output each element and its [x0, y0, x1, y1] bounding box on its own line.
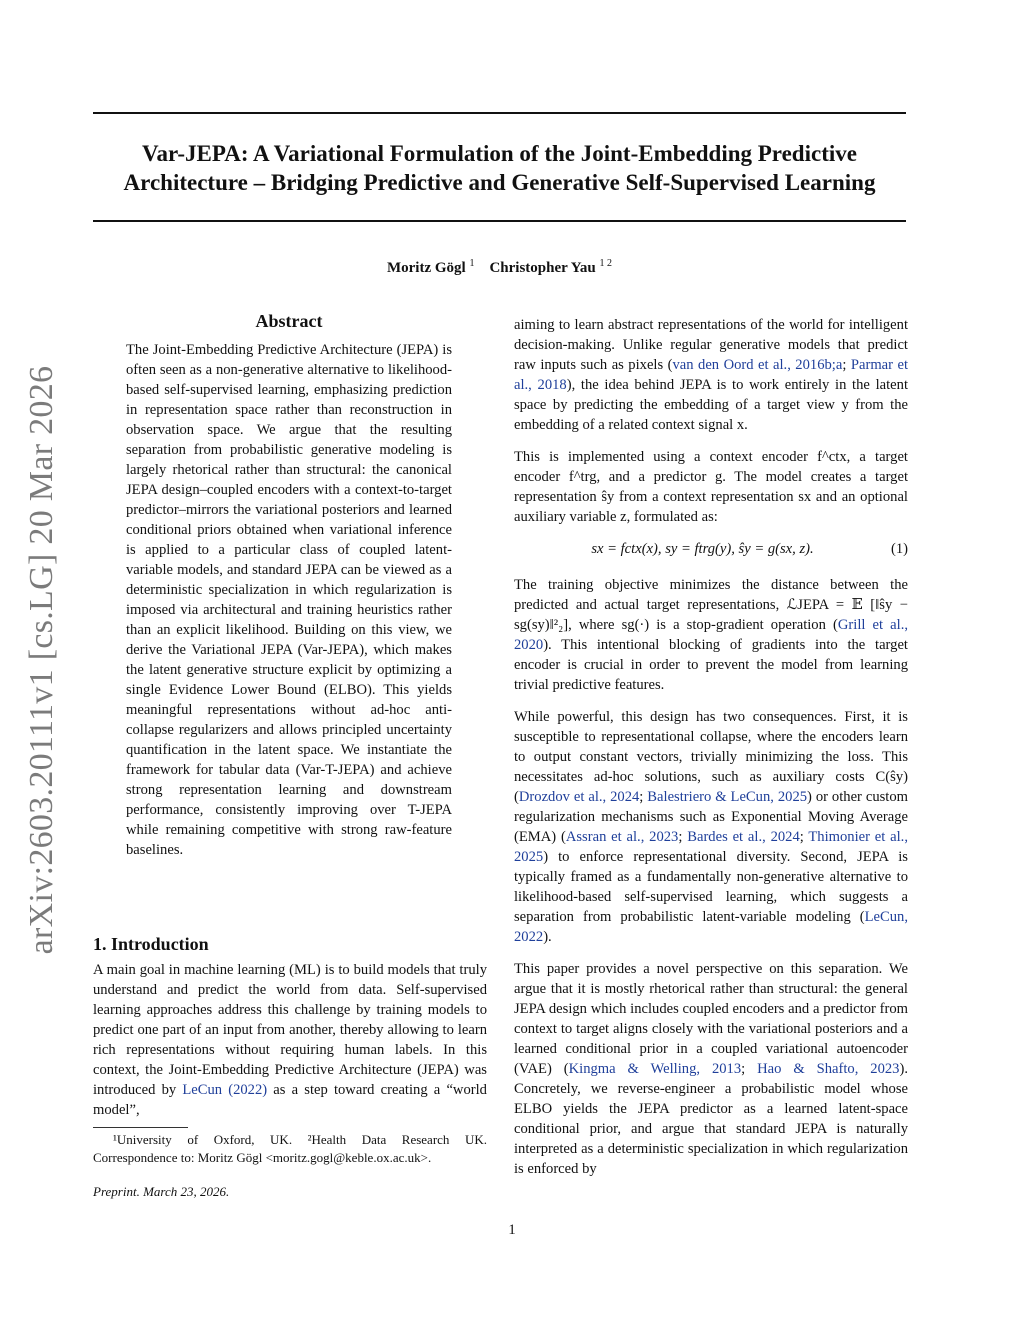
abstract-text: The Joint-Embedding Predictive Architecture (JEPA) is often seen as a non-generative alternative to likelihood-based self-supervised learning, emphasizing prediction in representation space rather than reconstruction in observation space. We argue that the resulting separation from probabilistic generative modeling is largely rhetorical rather than structural: the canonical JEPA design–coupled encoders with a context-to-target predictor–mirrors the variational posteriors and learned conditional priors obtained when variational inference is applied to a particular class of coupled latent-variable models, and standard JEPA can be viewed as a deterministic specialization in which regularization is imposed via architectural and training heuristics rather than an explicit likelihood. Building on this view, we derive the Variational JEPA (Var-JEPA), which makes the latent generative structure explicit by optimizing a single Evidence Lower Bound (ELBO). This yields meaningful representations without ad-hoc anti-collapse regularizers and allows principled uncertainty quantification in the latent space. We instantiate the framework for tabular data (Var-T-JEPA) and achieve strong representation learning and downstream performance, consistently improving over T-JEPA while remaining competitive with strong raw-feature baselines.: [126, 342, 452, 858]
p1-text-a: aiming to learn abstract representations of the world for intelligent decision-making. Unlike regular generative models that predict raw inputs such as pixels (: [514, 317, 908, 373]
author-1-name: Moritz Gögl: [386, 260, 466, 276]
equation-number: (1): [890, 541, 908, 557]
p5-sep: ;: [741, 1061, 758, 1077]
p4-text-b: ) or other custom regularization mechanisms such as Exponential Moving Average (EMA) (: [514, 789, 909, 845]
citation-link[interactable]: Kingma & Welling, 2013: [568, 1061, 742, 1077]
p4-text-a: While powerful, this design has two consequences. First, it is susceptible to representational collapse, where the encoders learn to output constant vectors, trivially minimizing the loss. This necessitates ad-hoc solutions, such as auxiliary costs C(ŝy) (: [514, 709, 908, 805]
p5-text-b: ). Concretely, we reverse-engineer a probabilistic model whose ELBO yields the JEPA predictor as a learned latent-space conditional prior, and argue that standard JEPA is naturally interpreted as a deterministic specialization in which regularization is enforced by: [514, 1061, 908, 1177]
page-number: 1: [508, 1222, 516, 1238]
paper-title: [93, 139, 906, 197]
paragraph-4: [514, 707, 908, 947]
paragraph-1: [514, 315, 908, 435]
citation-link[interactable]: van den Oord et al., 2016b;a: [672, 357, 843, 373]
title-line-1: Var-JEPA: A Variational Formulation of the Joint-Embedding Predictive: [142, 141, 857, 166]
arxiv-identifier: arXiv:2603.20111v1 [cs.LG] 20 Mar 2026: [23, 365, 60, 955]
title-line-2: Architecture – Bridging Predictive and Generative Self-Supervised Learning: [123, 170, 876, 195]
author-list: [93, 258, 906, 277]
citation-link[interactable]: Bardes et al., 2024: [687, 829, 800, 845]
citation-link[interactable]: Balestriero & LeCun, 2025: [647, 789, 808, 805]
abstract-heading: Abstract: [255, 311, 323, 331]
paragraph-3: [514, 575, 908, 695]
author-2-affil: 1 2: [599, 258, 612, 269]
citation-link[interactable]: Hao & Shafto, 2023: [757, 1061, 900, 1077]
intro-paragraph: [93, 960, 487, 1120]
author-2-name: Christopher Yau: [489, 260, 596, 276]
author-1-affil: 1: [469, 258, 475, 269]
p5-text-a: This paper provides a novel perspective on this separation. We argue that it is mostly rhetorical rather than structural: the general JEPA design which includes coupled encoders and a predictor from context to target aligns closely with the variational posteriors and a learned conditional prior in a coupled variational autoencoder (VAE) (: [514, 961, 908, 1077]
citation-link[interactable]: Drozdov et al., 2024: [518, 789, 640, 805]
citation-link[interactable]: Parmar et al., 2018: [514, 357, 908, 393]
p3-text-b: ). This intentional blocking of gradients into the target encoder is crucial in order to prevent the model from learning trivial predictive features.: [514, 637, 908, 693]
intro-text-1: A main goal in machine learning (ML) is to build models that truly understand and predict the world from data. Self-supervised learning approaches address this challenge by training models to predict one part of an input from another, thereby allowing to learn rich representations without requiring human labels. In this context, the Joint-Embedding Predictive Architecture (JEPA) was introduced by: [93, 962, 487, 1098]
p4-sep: ;: [639, 789, 648, 805]
citation-link[interactable]: Assran et al., 2023: [565, 829, 679, 845]
p1-sep: ;: [842, 357, 851, 373]
equation-1: [514, 539, 908, 559]
right-column: [514, 315, 908, 1191]
citation-link[interactable]: LeCun, 2022: [514, 909, 908, 945]
affiliation-footnote: ¹University of Oxford, UK. ²Health Data Research UK. Correspondence to: Moritz Gögl <moritz.gogl@keble.ox.ac.uk>.: [93, 1132, 487, 1165]
p4-text-d: ) to enforce representational diversity. Second, JEPA is typically framed as a fundamentally non-generative alternative to likelihood-based self-supervised learning, which suggests a separation from probabilistic latent-variable modeling (: [514, 849, 908, 925]
title-rule-top: [93, 112, 906, 114]
paragraph-2: This is implemented using a context encoder f^ctx, a target encoder f^trg, and a predictor g. The model creates a target representation ŝy from a context representation sx and an optional auxiliary variable z, formulated as:: [514, 449, 908, 525]
citation-link[interactable]: Thimonier et al., 2025: [514, 829, 908, 865]
p1-text-b: ), the idea behind JEPA is to work entirely in the latent space by predicting the embedding of a target view y from the embedding of a related context signal x.: [514, 377, 908, 433]
title-rule-bottom: [93, 220, 906, 222]
p4-text-e: ).: [543, 929, 552, 945]
citation-link[interactable]: LeCun (2022): [182, 1082, 268, 1098]
arxiv-sidebar: [20, 364, 64, 956]
p4-sep: ;: [799, 829, 809, 845]
citation-link[interactable]: Grill et al., 2020: [514, 617, 908, 653]
intro-heading: 1. Introduction: [93, 934, 209, 954]
p3-text-a: The training objective minimizes the distance between the predicted and actual target representations, ℒJEPA = 𝔼 [‖ŝy − sg(sy)‖²₂], where sg(·) is a stop-gradient operation (: [514, 577, 908, 633]
equation-body: sx = fctx(x), sy = ftrg(y), ŝy = g(sx, z).: [591, 541, 814, 557]
p4-sep: ;: [678, 829, 688, 845]
intro-text-2: as a step toward creating a “world model”,: [93, 1082, 487, 1118]
footnote-rule: [93, 1127, 188, 1128]
preprint-note: Preprint. March 23, 2026.: [93, 1184, 230, 1199]
paragraph-5: [514, 959, 908, 1179]
